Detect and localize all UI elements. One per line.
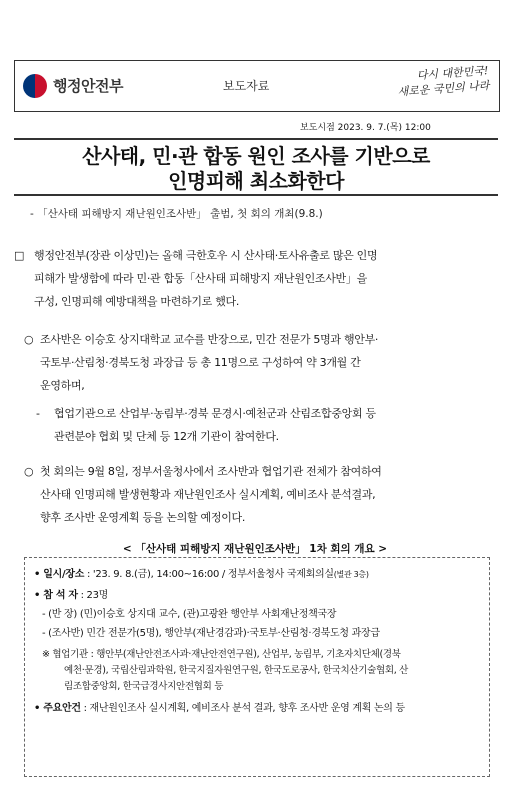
leader-value: (민)이승호 상지대 교수, (관)고광완 행안부 사회재난정책국장: [79, 609, 337, 620]
when-label: • 일시/장소: [34, 569, 85, 580]
agenda-value: : 재난원인조사 실시계획, 예비조사 분석 결과, 향후 조사반 운영 계획 논의 등: [83, 703, 405, 714]
overview-attendees: [34, 587, 490, 604]
paragraph-4-line: 향후 조사반 운영계획 등을 논의할 예정이다.: [40, 511, 246, 524]
slogan-line2: 새로운 국민의 나라: [397, 79, 490, 99]
paragraph-2-line: 국토부·산림청·경북도청 과장급 등 총 11명으로 구성하여 약 3개월 간: [40, 356, 361, 369]
agenda-label: • 주요안건: [34, 703, 81, 714]
overview-agenda: [34, 700, 490, 717]
overview-leader: [42, 606, 490, 623]
paragraph-4: [40, 460, 500, 529]
paragraph-3: [54, 402, 500, 448]
attend-label: • 참 석 자: [34, 590, 78, 601]
paragraph-1-line: 행정안전부(장관 이상민)는 올해 극한호우 시 산사태·토사유출로 많은 인명: [34, 249, 378, 262]
paragraph-2: [40, 328, 500, 397]
overview-when: [34, 566, 490, 583]
press-release-label: 보도자료: [223, 79, 270, 93]
leader-label: - (반 장): [42, 609, 77, 620]
ministry-name: 행정안전부: [53, 77, 123, 95]
coop-line: 예천·문경), 국립산림과학원, 한국지질자원연구원, 한국도로공사, 한국치산기술협회, 산: [64, 665, 409, 676]
overview-members: [42, 625, 490, 642]
paragraph-3-line: 관련분야 협회 및 단체 등 12개 기관이 참여한다.: [54, 430, 279, 443]
overview-title: < 「산사태 피해방지 재난원인조사반」 1차 회의 개요 >: [122, 543, 388, 555]
coop-line: 림조합중앙회, 한국급경사지안전협회 등: [64, 681, 224, 692]
paragraph-1-line: 구성, 인명피해 예방대책을 마련하기로 했다.: [34, 295, 240, 308]
slogan-line1: 다시 대한민국!: [416, 64, 489, 83]
coop-line: ※ 협업기관 : 행안부(재난안전조사과·재난안전연구원), 산업부, 농림부, 기초자치단체(경북: [42, 649, 401, 660]
circle-bullet: ○: [24, 465, 34, 478]
title-line2: 인명피해 최소화한다: [168, 169, 344, 193]
paragraph-4-line: 산사태 인명피해 발생현황과 재난원인조사 실시계획, 예비조사 분석결과,: [40, 488, 376, 501]
dash-bullet: -: [36, 407, 40, 420]
square-bullet: □: [14, 249, 25, 262]
when-value: : '23. 9. 8.(금), 14:00~16:00 / 정부서울청사 국제회의실: [86, 569, 334, 580]
when-note: (별관 3층): [333, 570, 369, 579]
members-value: 민간 전문가(5명), 행안부(재난경감과)·국토부·산림청·경북도청 과장급: [86, 628, 380, 639]
paragraph-2-line: 조사반은 이승호 상지대학교 교수를 반장으로, 민간 전문가 5명과 행안부·: [40, 333, 379, 346]
title-line1: 산사태, 민·관 합동 원인 조사를 기반으로: [82, 144, 430, 168]
press-header: [14, 60, 500, 112]
release-time: 보도시점 2023. 9. 7.(목) 12:00: [300, 123, 431, 133]
slogan-logo: [376, 63, 490, 101]
members-label: - (조사반): [42, 628, 84, 639]
paragraph-4-line: 첫 회의는 9월 8일, 정부서울청사에서 조사반과 협업기관 전체가 참여하여: [40, 465, 382, 478]
government-emblem-icon: [23, 74, 47, 98]
attend-value: : 23명: [80, 590, 109, 601]
paragraph-2-line: 운영하며,: [40, 379, 85, 392]
paragraph-1-line: 피해가 발생함에 따라 민·관 합동「산사태 피해방지 재난원인조사반」을: [34, 272, 367, 285]
paragraph-3-line: 협업기관으로 산업부·농림부·경북 문경시·예천군과 산림조합중앙회 등: [54, 407, 376, 420]
circle-bullet: ○: [24, 333, 34, 346]
subtitle: - 「산사태 피해방지 재난원인조사반」 출범, 첫 회의 개최(9.8.): [30, 208, 323, 220]
overview-cooperators: [42, 647, 490, 695]
paragraph-1: [34, 244, 500, 313]
page-title: [14, 144, 498, 194]
